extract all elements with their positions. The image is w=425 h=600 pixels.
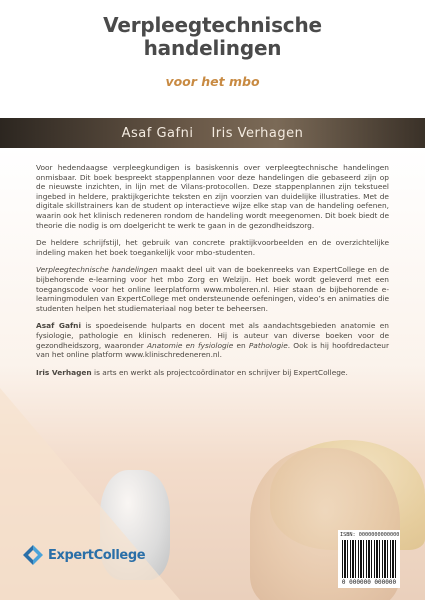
author-bio-2-text: is arts en werkt als projectcoördinator en schrijver bij ExpertCollege. <box>91 367 348 377</box>
blurb-paragraph-3-text: maakt deel uit van de boekenreeks van ExpertCollege en de bijbehorende e-learning voor het mbo Zorg en Welzijn. Het boek wordt geleverd met een toegangscode voor het online leerplatform www.mboleren.nl. Hier staan de bijbehorende e-learningmodulen van ExpertCollege met ondersteunende oefeningen, video’s en animaties die studenten helpen het studiemateriaal nog beter te beheersen. <box>36 265 389 313</box>
isbn-barcode <box>338 530 400 588</box>
book-title-line-2: handelingen <box>143 36 282 60</box>
publisher-logo <box>22 540 152 570</box>
author-name-2: Iris Verhagen <box>211 125 304 141</box>
book-title-italic: Verpleegtechnische handelingen <box>36 265 158 275</box>
author-bio-1-text-a: is spoedeisende hulparts en docent met als aandachtsgebieden anatomie en fysiologie, pathologie en klinisch redeneren. Hij is auteur van diverse boeken voor de gezondheidszorg, waaronder <box>36 321 389 350</box>
author-bio-1-name: Asaf Gafni <box>36 321 81 331</box>
blurb-paragraph-2: De heldere schrijfstijl, het gebruik van concrete praktijkvoorbeelden en de overzichtelijke indeling maken het boek toegankelijk voor mbo-studenten. <box>36 238 389 257</box>
expertcollege-logo-icon <box>22 544 44 566</box>
isbn-label: ISBN: 0000000000000 <box>340 532 400 538</box>
blurb-paragraph-1: Voor hedendaagse verpleegkundigen is basiskennis over verpleegtechnische handelingen onmisbaar. Dit boek bespreekt stappenplannen voor deze handelingen die gebaseerd zijn op de nieuwste inzichten, in lijn met de Vilans-protocollen. Deze stappenplannen zijn tekstueel ingebed in heldere, praktijkgerichte teksten en zijn voorzien van duidelijke illustraties. Met de digitale skillstrainers kan de student op interactieve wijze elke stap van de handeling oefenen, waarin ook het klinisch redeneren rondom de handeling wordt meegenomen. Dit boek biedt de theorie die nodig is om doelgericht te werk te gaan in de gezondheidszorg. <box>36 163 389 230</box>
barcode-bars <box>342 540 396 578</box>
book-title <box>0 14 425 60</box>
author-bio-1-text-b: en <box>233 340 249 350</box>
author-bio-1-text-c: . Ook is hij hoofdredacteur van het online platform www.klinischredeneren.nl. <box>36 340 389 360</box>
author-bio-2 <box>36 368 389 378</box>
author-band <box>0 118 425 148</box>
book-title-line-1: Verpleegtechnische <box>103 13 322 37</box>
publisher-name: ExpertCollege <box>48 547 146 563</box>
author-name-1: Asaf Gafni <box>121 125 194 141</box>
barcode-number: 0 000000 000000 <box>341 579 397 586</box>
author-bio-1-book-2: Pathologie <box>248 340 288 350</box>
author-bio-1 <box>36 321 389 359</box>
cover-header <box>0 0 425 118</box>
author-bio-1-book-1: Anatomie en fysiologie <box>146 340 234 350</box>
blurb-text <box>36 163 389 385</box>
author-bio-2-name: Iris Verhagen <box>36 367 92 377</box>
blurb-paragraph-3 <box>36 265 389 313</box>
book-subtitle: voor het mbo <box>165 74 260 89</box>
